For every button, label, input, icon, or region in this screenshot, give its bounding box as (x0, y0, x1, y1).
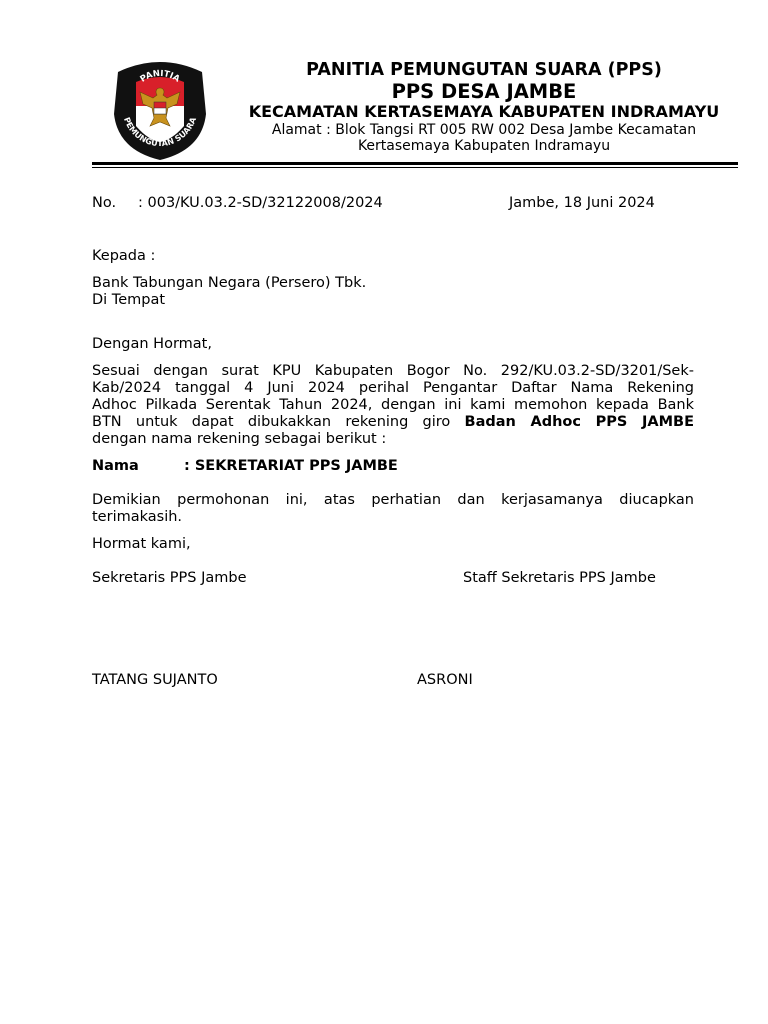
body-line (92, 414, 694, 431)
body-paragraph (92, 363, 694, 448)
letterhead-title: PANITIA PEMUNGUTAN SUARA (PPS) (306, 60, 662, 80)
letter-number-label: No. (92, 195, 117, 211)
account-name-value: : SEKRETARIAT PPS JAMBE (184, 458, 398, 474)
greeting: Dengan Hormat, (92, 336, 212, 352)
letter-date: Jambe, 18 Juni 2024 (509, 195, 655, 211)
account-holder-emphasis: Badan Adhoc PPS JAMBE (464, 414, 695, 430)
account-name-label: Nama (92, 458, 139, 474)
letterhead-district: KECAMATAN KERTASEMAYA KABUPATEN INDRAMAYU (248, 102, 720, 121)
letter-number-value: : 003/KU.03.2-SD/32122008/2024 (138, 195, 383, 211)
logo-top-text: PANITIA (138, 68, 182, 85)
signer1-name: TATANG SUJANTO (92, 672, 218, 688)
closing-paragraph (92, 492, 694, 526)
to-label: Kepada : (92, 248, 156, 264)
body-line-text: BTN untuk dapat dibukakkan rekening giro (92, 414, 451, 430)
pps-emblem-icon (110, 54, 210, 160)
body-line: dengan nama rekening sebagai berikut : (92, 431, 387, 447)
signer2-name: ASRONI (417, 672, 473, 688)
signer1-title: Sekretaris PPS Jambe (92, 570, 247, 586)
body-line: Kab/2024 tanggal 4 Juni 2024 perihal Pengantar Daftar Nama Rekening (92, 380, 694, 396)
letterhead-divider-thin (92, 167, 738, 168)
logo-bottom-text: PEMUNGUTAN SUARA (121, 116, 199, 149)
recipient-place: Di Tempat (92, 292, 166, 308)
letterhead-subtitle: PPS DESA JAMBE (391, 80, 577, 103)
letterhead-address-line2: Kertasemaya Kabupaten Indramayu (357, 138, 611, 154)
closing-line: terimakasih. (92, 509, 183, 525)
body-line: Sesuai dengan surat KPU Kabupaten Bogor No. 292/KU.03.2-SD/3201/Sek- (92, 363, 694, 379)
letterhead-address-line1: Alamat : Blok Tangsi RT 005 RW 002 Desa Jambe Kecamatan (271, 122, 697, 138)
regards: Hormat kami, (92, 536, 191, 552)
closing-line: Demikian permohonan ini, atas perhatian dan kerjasamanya diucapkan (92, 492, 694, 508)
recipient-name: Bank Tabungan Negara (Persero) Tbk. (92, 275, 367, 291)
signer2-title: Staff Sekretaris PPS Jambe (463, 570, 656, 586)
body-line: Adhoc Pilkada Serentak Tahun 2024, dengan ini kami memohon kepada Bank (92, 397, 694, 413)
letterhead-divider-thick (92, 162, 738, 165)
